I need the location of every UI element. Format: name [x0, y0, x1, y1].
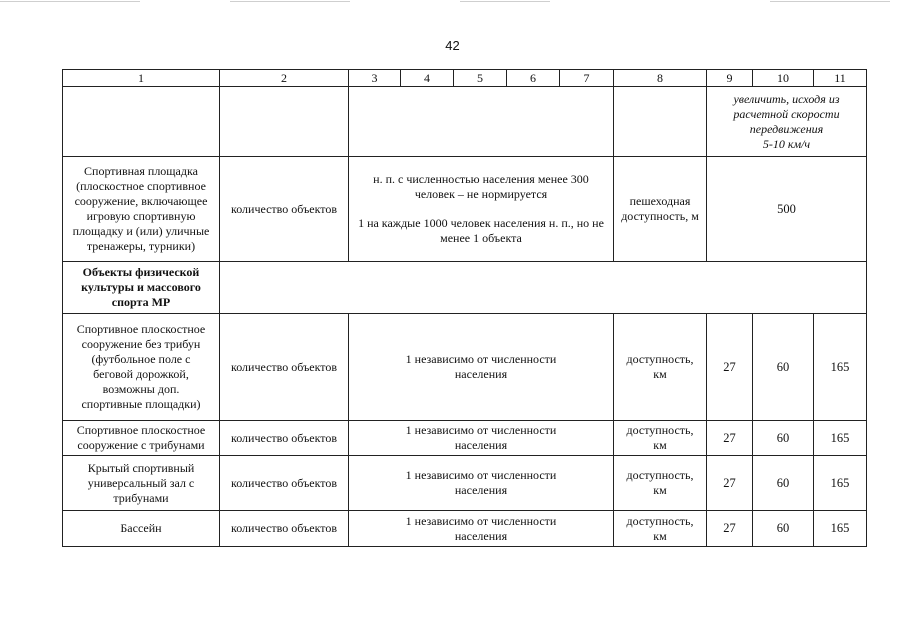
object-name: Спортивное плоскостное сооружение с трибунами	[63, 421, 220, 456]
value-cell: 60	[753, 511, 814, 547]
access-cell: доступность, км	[614, 421, 707, 456]
column-header: 6	[507, 70, 560, 87]
column-header: 2	[220, 70, 349, 87]
norm-cell: 1 независимо от численности населения	[349, 511, 614, 547]
top-rule	[0, 1, 140, 2]
top-rule	[460, 1, 550, 2]
norms-table	[62, 69, 867, 547]
top-rule	[770, 1, 890, 2]
value-cell: 165	[814, 456, 867, 511]
value-cell: 500	[707, 157, 867, 262]
table-row-playground	[63, 157, 867, 262]
column-header: 9	[707, 70, 753, 87]
value-cell: 60	[753, 421, 814, 456]
unit-cell: количество объектов	[220, 157, 349, 262]
speed-note: увеличить, исходя из расчетной скорости передвижения 5-10 км/ч	[707, 87, 867, 157]
value-cell: 60	[753, 456, 814, 511]
object-name: Бассейн	[63, 511, 220, 547]
object-name: Спортивная площадка (плоскостное спортивное сооружение, включающее игровую спортивную площадку и (или) уличные тренажеры, турники)	[63, 157, 220, 262]
object-name: Крытый спортивный универсальный зал с трибунами	[63, 456, 220, 511]
column-header: 10	[753, 70, 814, 87]
empty-cell	[220, 87, 349, 157]
column-header: 11	[814, 70, 867, 87]
page-number: 42	[445, 38, 460, 53]
unit-cell: количество объектов	[220, 421, 349, 456]
norm-cell: 1 независимо от численности населения	[349, 456, 614, 511]
section-title: Объекты физической культуры и массового спорта МР	[63, 262, 220, 314]
table-row	[63, 511, 867, 547]
norm-cell: 1 независимо от численности населения	[349, 421, 614, 456]
table-row	[63, 456, 867, 511]
object-name: Спортивное плоскостное сооружение без трибун (футбольное поле с беговой дорожкой, возможны доп. спортивные площадки)	[63, 314, 220, 421]
table-row	[63, 421, 867, 456]
value-cell: 27	[707, 511, 753, 547]
value-cell: 60	[753, 314, 814, 421]
value-cell: 27	[707, 314, 753, 421]
norm-cell: н. п. с численностью населения менее 300 человек – не нормируется 1 на каждые 1000 человек населения н. п., но не менее 1 объекта	[349, 157, 614, 262]
empty-cell	[220, 262, 867, 314]
section-row	[63, 262, 867, 314]
value-cell: 27	[707, 421, 753, 456]
unit-cell: количество объектов	[220, 456, 349, 511]
column-header: 7	[560, 70, 614, 87]
value-cell: 27	[707, 456, 753, 511]
empty-cell	[349, 87, 614, 157]
header-row	[63, 70, 867, 87]
empty-cell	[63, 87, 220, 157]
column-header: 8	[614, 70, 707, 87]
value-cell: 165	[814, 314, 867, 421]
empty-cell	[614, 87, 707, 157]
value-cell: 165	[814, 511, 867, 547]
column-header: 4	[401, 70, 454, 87]
value-cell: 165	[814, 421, 867, 456]
unit-cell: количество объектов	[220, 314, 349, 421]
column-header: 5	[454, 70, 507, 87]
access-cell: доступность, км	[614, 511, 707, 547]
column-header: 3	[349, 70, 401, 87]
column-header: 1	[63, 70, 220, 87]
unit-cell: количество объектов	[220, 511, 349, 547]
table-row	[63, 314, 867, 421]
access-cell: доступность, км	[614, 314, 707, 421]
top-rule	[230, 1, 350, 2]
access-cell: пешеходная доступность, м	[614, 157, 707, 262]
norm-cell: 1 независимо от численности населения	[349, 314, 614, 421]
access-cell: доступность, км	[614, 456, 707, 511]
speed-note-row	[63, 87, 867, 157]
